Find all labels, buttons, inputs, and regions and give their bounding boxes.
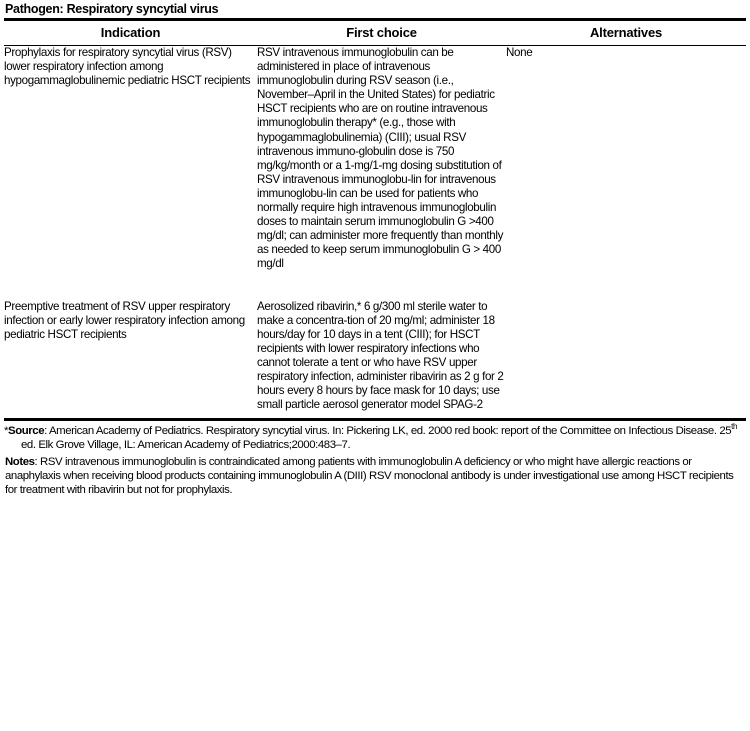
table-header-row (4, 21, 746, 45)
row-spacer (4, 272, 746, 300)
row-spacer-cell (4, 272, 257, 300)
source-text-part-a: : American Academy of Pediatrics. Respiratory syncytial virus. In: Pickering LK, ed. 2000 red book: report of the Committee on Infectious Disease. 25 (44, 425, 732, 438)
notes-label: Notes (5, 455, 35, 468)
cell-alternatives: None (506, 46, 533, 59)
footnotes (4, 421, 746, 497)
table-header (4, 21, 746, 45)
treatment-table-body (4, 46, 746, 412)
row-spacer-cell (506, 272, 746, 300)
column-header-alternatives: Alternatives (589, 25, 663, 40)
source-ordinal-suffix: th (731, 422, 737, 432)
footnote-source (4, 423, 746, 452)
table-row (4, 300, 746, 413)
table-row (4, 46, 746, 272)
column-header-first-choice: First choice (346, 25, 417, 40)
cell-first-choice: RSV intravenous immunoglobulin can be administered in place of intravenous immunoglobulin during RSV season (i.e., November–April in the United States) for pediatric HSCT recipients who are on routine intravenous immunoglobulin therapy* (e.g., those with hypogammaglobulinemia) (CIII); usual RSV intravenous immuno-globulin dose is 750 mg/kg/month or a 1-mg/1-mg dosing substitution of RSV intravenous immunoglobu-lin for intravenous immunoglobu-lin can be used for patients who normally require high intravenous immunoglobulin doses to maintain serum immunoglobulin G >400 mg/dl; can administer more frequently than monthly as needed to keep serum immunoglobulin G > 400 mg/dl (257, 46, 504, 271)
column-header-indication: Indication (100, 25, 161, 40)
cell-indication: Preemptive treatment of RSV upper respiratory infection or early lower respiratory infection among pediatric HSCT recipients (4, 299, 245, 341)
cell-alternatives (506, 300, 746, 413)
notes-text: : RSV intravenous immunoglobulin is contraindicated among patients with immunoglobulin A deficiency or who might have allergic reactions or anaphylaxis when receiving blood products containing immunoglobulin A (DIII) RSV monoclonal antibody is under investigational use among HSCT recipients for treatment with ribavirin but not for prophylaxis. (5, 455, 734, 497)
treatment-table (4, 21, 746, 45)
cell-indication: Prophylaxis for respiratory syncytial virus (RSV) lower respiratory infection among hypogammaglobulinemic pediatric HSCT recipients (4, 46, 251, 88)
source-text-part-b: ed. Elk Grove Village, IL: American Academy of Pediatrics;2000:483–7. (21, 439, 351, 452)
footnote-notes (4, 453, 746, 498)
source-marker: * (4, 425, 9, 438)
page-title: Pathogen: Respiratory syncytial virus (5, 2, 219, 16)
row-spacer-cell (257, 272, 506, 300)
source-label: Source (8, 425, 45, 438)
cell-first-choice: Aerosolized ribavirin,* 6 g/300 ml sterile water to make a concentra-tion of 20 mg/ml; administer 18 hours/day for 10 days in a tent (CIII); for HSCT recipients with lower respiratory infections who cannot tolerate a tent or who have RSV upper respiratory infection, administer ribavirin as 2 g for 2 hours every 8 hours by face mask for 10 days; use small particle aerosol generator model SPAG-2 (257, 299, 504, 412)
